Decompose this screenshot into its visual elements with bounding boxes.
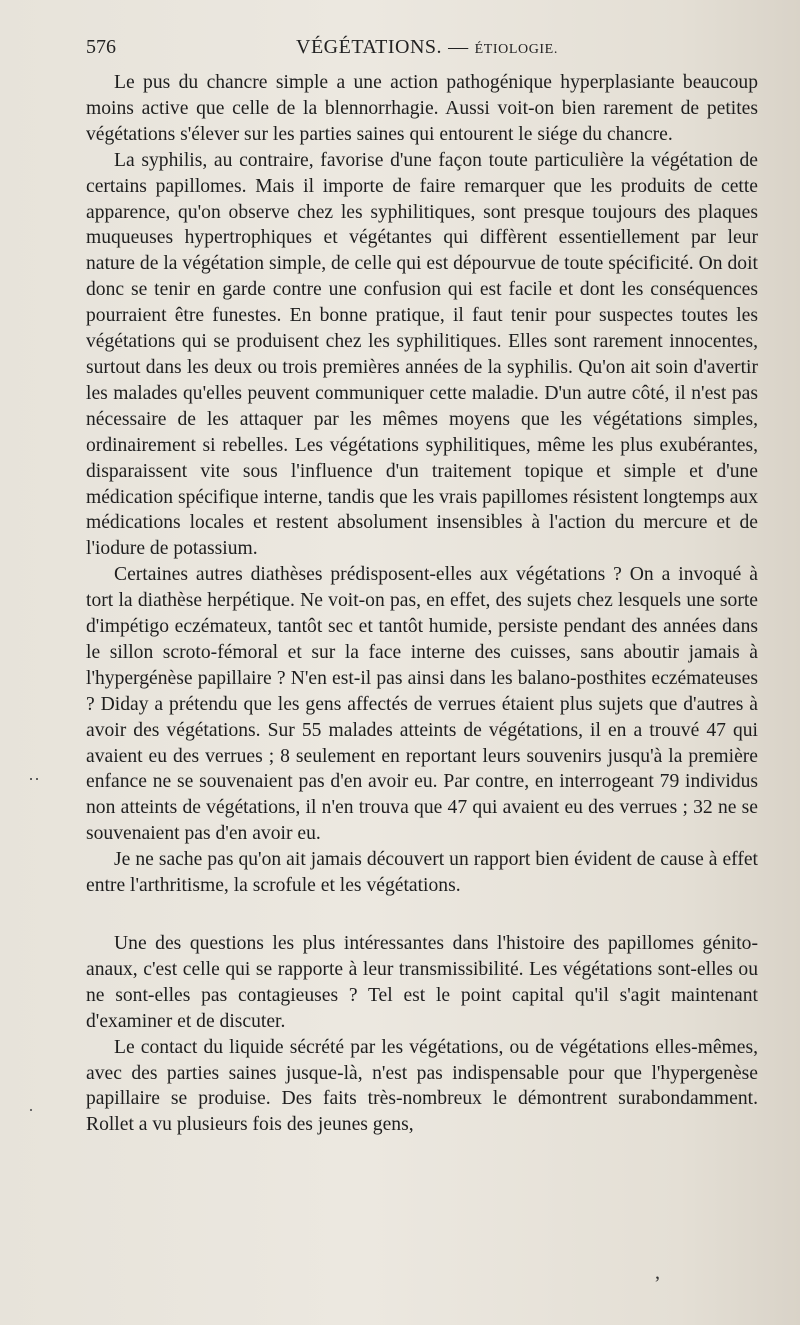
running-title-dash: — [448,36,469,58]
margin-mark: · [28,1100,34,1120]
margin-mark: ‥ [28,764,41,784]
paragraph-transmissibilite: Une des questions les plus intéressantes dans l'histoire des papillomes génito-anaux, c'est celle qui se rapporte à leur transmissibilité. Les végétations sont-elles ou ne sont-elles pas contagieuses ? Tel est le point capital qu'il s'agit maintenant d'examiner et de discuter. [86,933,758,1032]
ink-mark: ʼ [654,1273,661,1295]
running-title [296,36,558,59]
section-gap [86,899,758,931]
paragraph-chancre: Le pus du chancre simple a une action pathogénique hyperplasiante beaucoup moins active que celle de la blennorrhagie. Aussi voit-on bien rarement de petites végétations s'élever sur les parties saines qui entourent le siége du chancre. [86,72,758,145]
running-title-section: ÉTIOLOGIE. [474,42,558,57]
running-title-main: VÉGÉTATIONS. [296,36,443,58]
paragraph-diatheses: Certaines autres diathèses prédisposent-elles aux végétations ? On a invoqué à tort la diathèse herpétique. Ne voit-on pas, en effet, des sujets chez lesquels une sorte d'impétigo eczémateux, tantôt sec et tantôt humide, persiste pendant des années dans le sillon scroto-fémoral et sur la face interne des cuisses, sans aboutir jamais à l'hypergénèse papillaire ? N'en est-il pas ainsi dans les balano-posthites eczémateuses ? Diday a prétendu que les gens affectés de verrues étaient plus sujets que d'autres à avoir des végétations. Sur 55 malades atteints de végétations, il en a trouvé 47 qui avaient eu des verrues ; 8 seulement en reportant leurs souvenirs jusqu'à la première enfance ne se souvenaient pas d'en avoir eu. Par contre, en interrogeant 79 individus non atteints de végétations, il n'en trouva que 47 qui avaient eu des verrues ; 32 ne se souvenaient pas d'en avoir eu. [86,564,758,845]
running-header [86,32,758,62]
paragraph-syphilis: La syphilis, au contraire, favorise d'une façon toute particulière la végétation de certains papillomes. Mais il importe de faire remarquer que les produits de cette apparence, qu'on observe chez les syphilitiques, sont presque toujours des plaques muqueuses hypertrophiques et végétantes qui diffèrent essentiellement par leur nature de la végétation simple, de celle qui est dépourvue de toute spécificité. On doit donc se tenir en garde contre une confusion qui est facile et dont les conséquences pourraient être funestes. En bonne pratique, il faut tenir pour suspectes toutes les végétations qui se produisent chez les syphilitiques. Elles sont rarement innocentes, surtout dans les deux ou trois premières années de la syphilis. Qu'on ait soin d'avertir les malades qu'elles peuvent communiquer cette maladie. D'un autre côté, il n'est pas nécessaire de les attaquer par les mêmes moyens que les végétations simples, ordinairement si rebelles. Les végétations syphilitiques, même les plus exubérantes, disparaissent vite sous l'influence d'un traitement topique et simple et d'une médication spécifique interne, tandis que les vrais papillomes résistent longtemps aux médications locales et restent absolument insensibles à l'action du mercure et de l'iodure de potassium. [86,149,759,560]
paragraph-arthritisme: Je ne sache pas qu'on ait jamais découvert un rapport bien évident de cause à effet entre l'arthritisme, la scrofule et les végétations. [86,849,758,897]
paragraph-contact: Le contact du liquide sécrété par les végétations, ou de végétations elles-mêmes, avec des parties saines jusque-là, n'est pas indispensable pour que l'hypergenèse papillaire se produise. Des faits très-nombreux le démontrent surabondamment. Rollet a vu plusieurs fois des jeunes gens, [86,1036,758,1136]
page-number: 576 [86,36,116,58]
body-text [86,70,758,1138]
